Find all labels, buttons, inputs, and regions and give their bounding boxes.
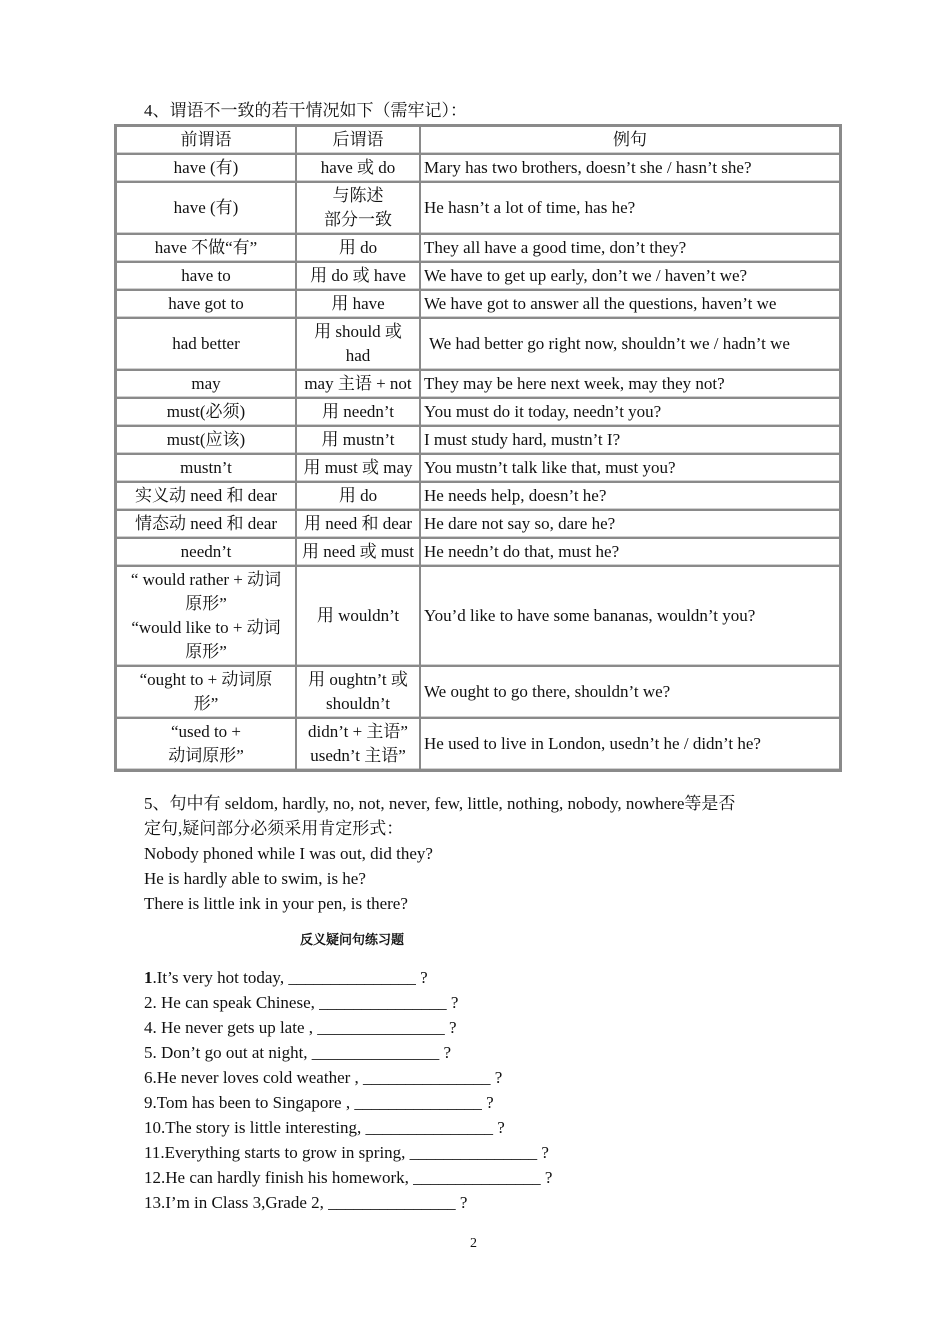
exercise-item: 10.The story is little interesting, _______________ ?	[144, 1118, 505, 1137]
table-row	[116, 510, 840, 538]
post-verb-cell: 用 should 或 had	[296, 318, 420, 370]
post-verb-cell: 用 must 或 may	[296, 454, 420, 482]
example-cell: You’d like to have some bananas, wouldn’t you?	[420, 566, 840, 666]
example-cell: He dare not say so, dare he?	[420, 510, 840, 538]
exercise-list	[144, 965, 552, 1215]
exercise-item: 5. Don’t go out at night, _______________ ?	[144, 1043, 452, 1062]
page-number: 2	[470, 1236, 477, 1251]
pre-verb-cell: must(必须)	[116, 398, 296, 426]
section-5	[144, 791, 824, 916]
example-cell: They may be here next week, may they not?	[420, 370, 840, 398]
example-cell: We had better go right now, shouldn’t we / hadn’t we	[420, 318, 840, 370]
pre-verb-cell: “used to + 动词原形”	[116, 718, 296, 770]
tag-question-rules-table	[114, 124, 842, 772]
pre-verb-cell: 情态动 need 和 dear	[116, 510, 296, 538]
table-header-row	[116, 126, 840, 154]
example-cell: Mary has two brothers, doesn’t she / hasn’t she?	[420, 154, 840, 182]
exercise-item: 13.I’m in Class 3,Grade 2, _______________ ?	[144, 1193, 468, 1212]
example-cell: They all have a good time, don’t they?	[420, 234, 840, 262]
section-5-example-1: Nobody phoned while I was out, did they?	[144, 844, 433, 863]
table-row	[116, 426, 840, 454]
pre-verb-cell: may	[116, 370, 296, 398]
exercise-item: 4. He never gets up late , _______________ ?	[144, 1018, 457, 1037]
post-verb-cell: 用 needn’t	[296, 398, 420, 426]
post-verb-cell: didn’t + 主语” usedn’t 主语”	[296, 718, 420, 770]
table-row	[116, 318, 840, 370]
pre-verb-cell: have 不做“有”	[116, 234, 296, 262]
exercise-number: 1	[144, 968, 153, 987]
pre-verb-cell: 实义动 need 和 dear	[116, 482, 296, 510]
post-verb-cell: 用 do	[296, 234, 420, 262]
post-verb-cell: 用 mustn’t	[296, 426, 420, 454]
exercise-item	[144, 965, 552, 990]
table-row	[116, 482, 840, 510]
table-row	[116, 666, 840, 718]
pre-verb-cell: “ would rather + 动词 原形” “would like to + 动词 原形”	[116, 566, 296, 666]
example-cell: You must do it today, needn’t you?	[420, 398, 840, 426]
pre-verb-cell: must(应该)	[116, 426, 296, 454]
post-verb-cell: 用 oughtn’t 或 shouldn’t	[296, 666, 420, 718]
table-row	[116, 290, 840, 318]
section-5-line-2: 定句,疑问部分必须采用肯定形式：	[144, 819, 404, 838]
table-row	[116, 398, 840, 426]
pre-verb-cell: needn’t	[116, 538, 296, 566]
post-verb-cell: have 或 do	[296, 154, 420, 182]
pre-verb-cell: had better	[116, 318, 296, 370]
table-row	[116, 234, 840, 262]
exercise-item: 6.He never loves cold weather , _______________ ?	[144, 1068, 503, 1087]
example-cell: You mustn’t talk like that, must you?	[420, 454, 840, 482]
table-row	[116, 262, 840, 290]
post-verb-cell: 用 do	[296, 482, 420, 510]
example-cell: He hasn’t a lot of time, has he?	[420, 182, 840, 234]
section-5-line-1: 5、句中有 seldom, hardly, no, not, never, few, little, nothing, nobody, nowhere等是否	[144, 794, 736, 813]
pre-verb-cell: have (有)	[116, 154, 296, 182]
example-cell: We ought to go there, shouldn’t we?	[420, 666, 840, 718]
post-verb-cell: 用 do 或 have	[296, 262, 420, 290]
table-row	[116, 454, 840, 482]
section-4-title: 4、谓语不一致的若干情况如下（需牢记）：	[144, 101, 467, 120]
post-verb-cell: may 主语 + not	[296, 370, 420, 398]
post-verb-cell: 用 need 或 must	[296, 538, 420, 566]
exercise-item: 9.Tom has been to Singapore , _______________ ?	[144, 1093, 494, 1112]
pre-verb-cell: have to	[116, 262, 296, 290]
header-pre-verb: 前谓语	[116, 126, 296, 154]
pre-verb-cell: mustn’t	[116, 454, 296, 482]
pre-verb-cell: have (有)	[116, 182, 296, 234]
post-verb-cell: 用 have	[296, 290, 420, 318]
header-post-verb: 后谓语	[296, 126, 420, 154]
table-row	[116, 370, 840, 398]
header-example: 例句	[420, 126, 840, 154]
post-verb-cell: 与陈述 部分一致	[296, 182, 420, 234]
exercise-item: 11.Everything starts to grow in spring, _______________ ?	[144, 1143, 549, 1162]
section-5-example-3: There is little ink in your pen, is there?	[144, 894, 408, 913]
exercise-title: 反义疑问句练习题	[300, 933, 405, 948]
exercise-item: 12.He can hardly finish his homework, _______________ ?	[144, 1168, 553, 1187]
table-row	[116, 538, 840, 566]
exercise-text: .It’s very hot today, _______________ ?	[152, 968, 428, 987]
post-verb-cell: 用 need 和 dear	[296, 510, 420, 538]
post-verb-cell: 用 wouldn’t	[296, 566, 420, 666]
table-row	[116, 566, 840, 666]
section-5-example-2: He is hardly able to swim, is he?	[144, 869, 366, 888]
table-row	[116, 718, 840, 770]
example-cell: He used to live in London, usedn’t he / didn’t he?	[420, 718, 840, 770]
example-cell: I must study hard, mustn’t I?	[420, 426, 840, 454]
exercise-item: 2. He can speak Chinese, _______________ ?	[144, 993, 459, 1012]
example-cell: We have to get up early, don’t we / haven’t we?	[420, 262, 840, 290]
table-row	[116, 154, 840, 182]
example-cell: He needn’t do that, must he?	[420, 538, 840, 566]
example-cell: We have got to answer all the questions, haven’t we	[420, 290, 840, 318]
pre-verb-cell: “ought to + 动词原 形”	[116, 666, 296, 718]
example-cell: He needs help, doesn’t he?	[420, 482, 840, 510]
pre-verb-cell: have got to	[116, 290, 296, 318]
table-row	[116, 182, 840, 234]
